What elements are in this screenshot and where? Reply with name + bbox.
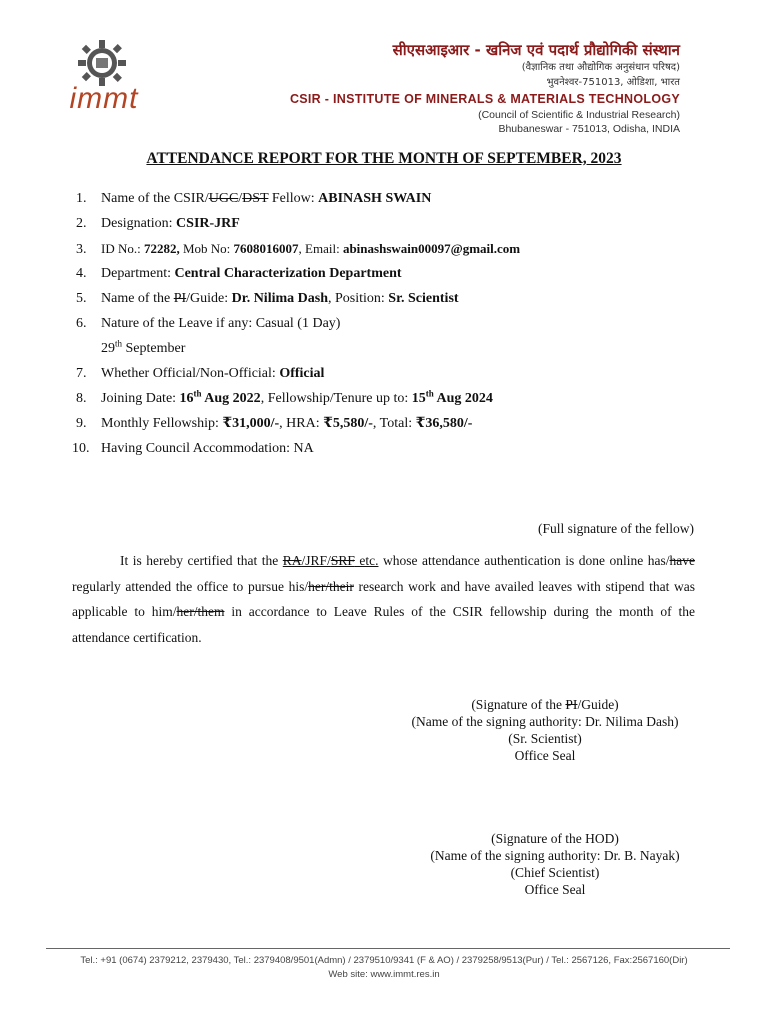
fellow-name: ABINASH SWAIN bbox=[318, 191, 432, 206]
guide-position: Sr. Scientist bbox=[388, 291, 459, 306]
total-amount: ₹36,580/- bbox=[415, 416, 473, 431]
leave-date: 29th September bbox=[101, 338, 186, 356]
hindi-address: भुवनेश्वर-751013, ओडिशा, भारत bbox=[546, 77, 680, 88]
hod-signature-block bbox=[400, 830, 710, 898]
letterhead-text bbox=[240, 40, 680, 136]
guide-authority-name: (Name of the signing authority: Dr. Nilima Dash) bbox=[411, 714, 679, 729]
list-item-guide: 5. Name of the PI/Guide: Dr. Nilima Dash, Position: Sr. Scientist bbox=[76, 291, 459, 306]
certification-paragraph: It is hereby certified that the RA/JRF/SRF etc. whose attendance authentication is done online has/have regularly attended the office to pursue his/her/their research work and have availed leaves with stipend that was applicable to him/her/them in accordance to Leave Rules of the CSIR fellowship during the month of the attendance certification. bbox=[72, 553, 695, 645]
hod-office-seal: Office Seal bbox=[524, 882, 586, 897]
hod-title: (Chief Scientist) bbox=[510, 865, 600, 880]
email-address: abinashswain00097@gmail.com bbox=[342, 241, 521, 256]
list-item-dates: 8. Joining Date: 16th Aug 2022, Fellowship/Tenure up to: 15th Aug 2024 bbox=[76, 388, 493, 406]
immt-logo bbox=[58, 38, 154, 115]
guide-name: Dr. Nilima Dash bbox=[231, 291, 328, 306]
footer bbox=[40, 954, 728, 982]
department-value: Central Characterization Department bbox=[174, 266, 402, 281]
list-item-official: 7. Whether Official/Non-Official: Official bbox=[76, 366, 325, 381]
guide-signature-block bbox=[380, 696, 710, 764]
list-item-accommodation: 10. Having Council Accommodation: NA bbox=[72, 441, 314, 456]
list-item-leave: 6. Nature of the Leave if any: Casual (1 Day) bbox=[76, 316, 341, 331]
list-item-department: 4. Department: Central Characterization Department bbox=[76, 266, 402, 281]
mobile-number: 7608016007 bbox=[233, 241, 299, 256]
fellow-signature-caption: (Full signature of the fellow) bbox=[538, 521, 694, 536]
guide-office-seal: Office Seal bbox=[514, 748, 576, 763]
footer-divider bbox=[46, 948, 730, 949]
tenure-end-date: 15th Aug 2024 bbox=[411, 388, 493, 406]
fellowship-amount: ₹31,000/- bbox=[222, 416, 280, 431]
official-value: Official bbox=[279, 366, 325, 381]
footer-website: Web site: www.immt.res.in bbox=[328, 969, 440, 980]
gear-emblem-icon bbox=[72, 38, 132, 88]
list-item-contact: 3. ID No.: 72282, Mob No: 7608016007, Email: abinashswain00097@gmail.com bbox=[76, 241, 521, 257]
council-name: (Council of Scientific & Industrial Research) bbox=[478, 109, 680, 121]
list-item-designation: 2. Designation: CSIR-JRF bbox=[76, 216, 240, 231]
logo-wordmark: immt bbox=[69, 82, 139, 115]
hindi-council-name: (वैज्ञानिक तथा औद्योगिक अनुसंधान परिषद) bbox=[521, 62, 680, 73]
joining-date: 16th Aug 2022 bbox=[179, 388, 261, 406]
guide-signature-caption: (Signature of the PI/Guide) bbox=[471, 697, 619, 712]
report-title: ATTENDANCE REPORT FOR THE MONTH OF SEPTEMBER, 2023 bbox=[146, 150, 622, 167]
footer-contact: Tel.: +91 (0674) 2379212, 2379430, Tel.: 2379408/9501(Admn) / 2379510/9341 (F & AO) / 2379258/9513(Pur) / Tel.: 2567126, Fax:2567160(Dir) bbox=[80, 955, 688, 966]
hra-amount: ₹5,580/- bbox=[323, 416, 373, 431]
designation-value: CSIR-JRF bbox=[176, 216, 240, 231]
list-item-name: 1. Name of the CSIR/UGC/DST Fellow: ABINASH SWAIN bbox=[76, 191, 432, 206]
institute-address: Bhubaneswar - 751013, Odisha, INDIA bbox=[498, 123, 680, 135]
hod-authority-name: (Name of the signing authority: Dr. B. Nayak) bbox=[430, 848, 680, 863]
guide-title: (Sr. Scientist) bbox=[508, 731, 582, 746]
institute-name: CSIR - INSTITUTE OF MINERALS & MATERIALS TECHNOLOGY bbox=[289, 92, 680, 106]
list-item-fellowship: 9. Monthly Fellowship: ₹31,000/-, HRA: ₹5,580/-, Total: ₹36,580/- bbox=[76, 416, 473, 431]
hod-signature-caption: (Signature of the HOD) bbox=[491, 831, 619, 846]
hindi-institute-name: सीएसआइआर - खनिज एवं पदार्थ प्रौद्योगिकी संस्थान bbox=[392, 41, 680, 59]
id-number: 72282, bbox=[143, 241, 180, 256]
fellow-details-list bbox=[72, 186, 696, 461]
